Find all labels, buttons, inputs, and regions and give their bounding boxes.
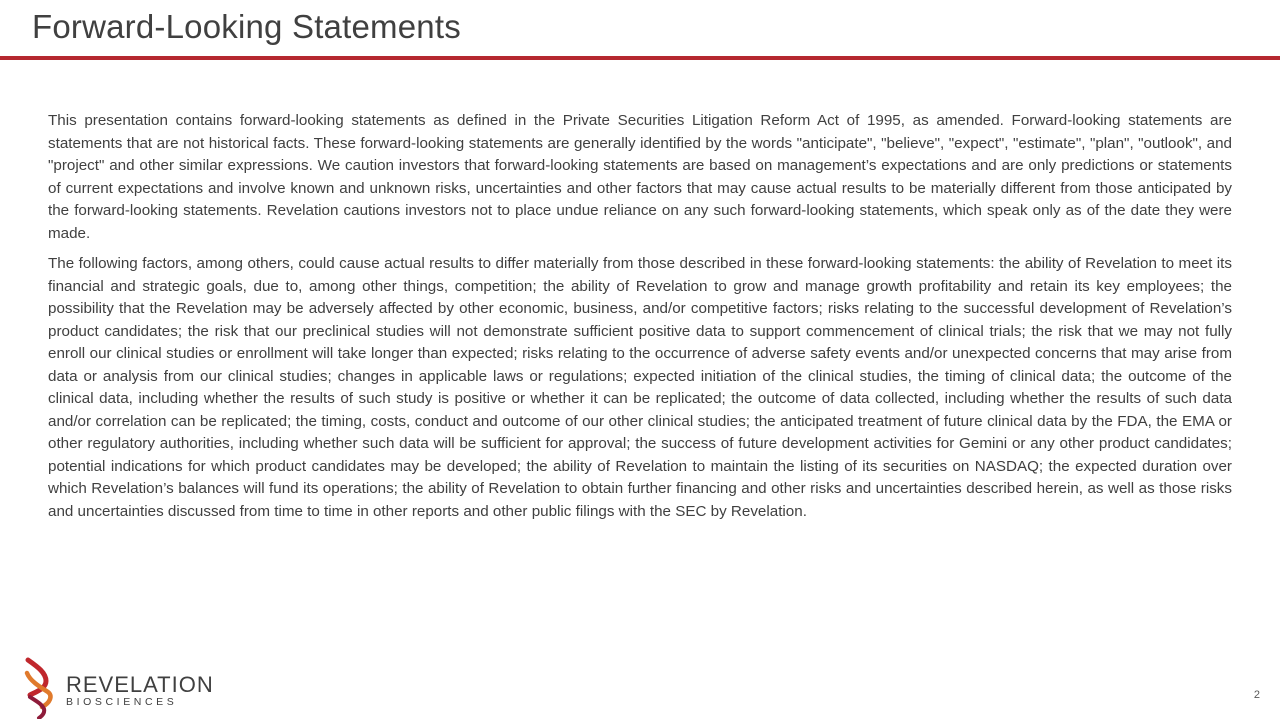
- body-text: [48, 110, 1232, 531]
- page-number: 2: [1253, 689, 1260, 701]
- paragraph-intro: This presentation contains forward-looking statements as defined in the Private Securities Litigation Reform Act of 1995, as amended. Forward-looking statements are statements that are not historical facts. These forward-looking statements are generally identified by the words "anticipate", "believe", "expect", "estimate", "plan", "outlook", and "project" and other similar expressions. We caution investors that forward-looking statements are based on management’s expectations and are only predictions or statements of current expectations and involve known and unknown risks, uncertainties and other factors that may cause actual results to be materially different from those anticipated by the forward-looking statements. Revelation cautions investors not to place undue reliance on any such forward-looking statements, which speak only as of the date they were made.: [48, 112, 1232, 242]
- paragraph-risk-factors: The following factors, among others, could cause actual results to differ materially from those described in these forward-looking statements: the ability of Revelation to meet its financial and strategic goals, due to, among other things, competition; the ability of Revelation to grow and manage growth profitability and retain its key employees; the possibility that the Revelation may be adversely affected by other economic, business, and/or competitive factors; risks relating to the successful development of Revelation’s product candidates; the risk that our preclinical studies will not demonstrate sufficient positive data to support commencement of clinical trials; the risk that we may not fully enroll our clinical studies or enrollment will take longer than expected; risks relating to the occurrence of adverse safety events and/or unexpected concerns that may arise from data or analysis from our clinical studies; changes in applicable laws or regulations; expected initiation of the clinical studies, the timing of clinical data; the outcome of the clinical data, including whether the results of such study is positive or whether it can be replicated; the outcome of data collected, including whether the results of such data and/or correlation can be replicated; the timing, costs, conduct and outcome of our other clinical studies; the anticipated treatment of future clinical data by the FDA, the EMA or other regulatory authorities, including whether such data will be sufficient for approval; the success of future development activities for Gemini or any other product candidates; potential indications for which product candidates may be developed; the ability of Revelation to maintain the listing of its securities on NASDAQ; the expected duration over which Revelation’s balances will fund its operations; the ability of Revelation to obtain further financing and other risks and uncertainties described herein, as well as those risks and uncertainties discussed from time to time in other reports and other public filings with the SEC by Revelation.: [48, 255, 1232, 520]
- company-logo: [22, 657, 222, 719]
- title-divider: [0, 56, 1280, 60]
- slide-title: Forward-Looking Statements: [32, 8, 461, 45]
- helix-logo-icon: [22, 657, 56, 719]
- logo-wordmark: REVELATION: [66, 672, 214, 697]
- logo-subtitle: BIOSCIENCES: [66, 696, 178, 708]
